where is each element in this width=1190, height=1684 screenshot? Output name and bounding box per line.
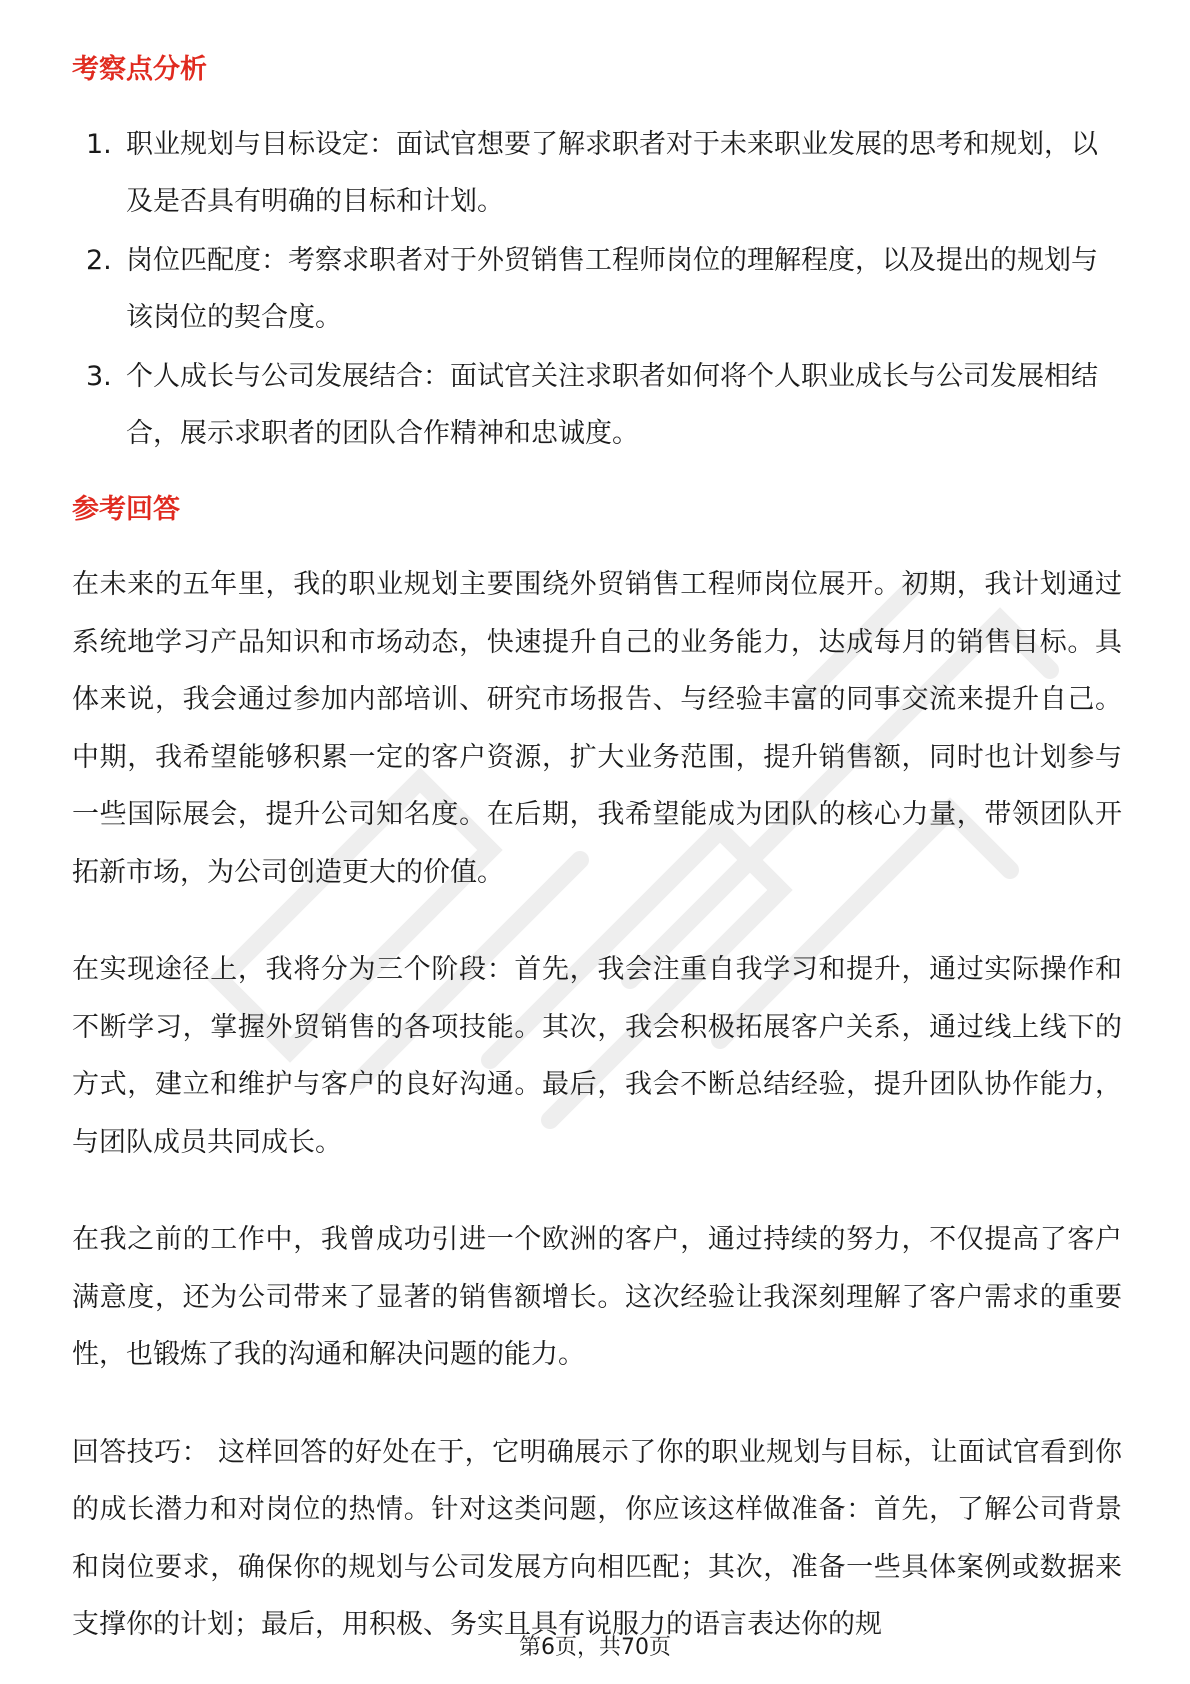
answer-paragraph: 在未来的五年里，我的职业规划主要围绕外贸销售工程师岗位展开。初期，我计划通过系统地学习产品知识和市场动态，快速提升自己的业务能力，达成每月的销售目标。具体来说，我会通过参加内部培训、研究市场报告、与经验丰富的同事交流来提升自己。中期，我希望能够积累一定的客户资源，扩大业务范围，提升销售额，同时也计划参与一些国际展会，提升公司知名度。在后期，我希望能成为团队的核心力量，带领团队开拓新市场，为公司创造更大的价值。: [72, 569, 1122, 888]
section-heading-analysis: 考察点分析: [72, 54, 207, 85]
list-item-number: 3.: [86, 361, 112, 392]
list-item-number: 1.: [86, 129, 112, 160]
section-heading-reference-answer: 参考回答: [72, 494, 180, 525]
document-body: [72, 48, 1122, 1654]
list-item: [72, 348, 1122, 462]
list-item-text: 个人成长与公司发展结合：面试官关注求职者如何将个人职业成长与公司发展相结合，展示求职者的团队合作精神和忠诚度。: [126, 361, 1098, 449]
answer-paragraph: 在我之前的工作中，我曾成功引进一个欧洲的客户，通过持续的努力，不仅提高了客户满意度，还为公司带来了显著的销售额增长。这次经验让我深刻理解了客户需求的重要性，也锻炼了我的沟通和解决问题的能力。: [72, 1224, 1122, 1370]
list-item: [72, 232, 1122, 346]
list-item: [72, 116, 1122, 230]
list-item-text: 岗位匹配度：考察求职者对于外贸销售工程师岗位的理解程度，以及提出的规划与该岗位的契合度。: [126, 245, 1098, 333]
answer-tips-paragraph: 回答技巧： 这样回答的好处在于，它明确展示了你的职业规划与目标，让面试官看到你的成长潜力和对岗位的热情。针对这类问题，你应该这样做准备：首先，了解公司背景和岗位要求，确保你的规划与公司发展方向相匹配；其次，准备一些具体案例或数据来支撑你的计划；最后，用积极、务实且具有说服力的语言表达你的规: [72, 1436, 1122, 1640]
list-item-text: 职业规划与目标设定：面试官想要了解求职者对于未来职业发展的思考和规划，以及是否具有明确的目标和计划。: [126, 129, 1098, 217]
analysis-point-list: [72, 116, 1122, 462]
answer-paragraph: 在实现途径上，我将分为三个阶段：首先，我会注重自我学习和提升，通过实际操作和不断学习，掌握外贸销售的各项技能。其次，我会积极拓展客户关系，通过线上线下的方式，建立和维护与客户的良好沟通。最后，我会不断总结经验，提升团队协作能力，与团队成员共同成长。: [72, 954, 1122, 1158]
list-item-number: 2.: [86, 245, 112, 276]
page-number-footer: 第6页，共70页: [519, 1635, 671, 1660]
